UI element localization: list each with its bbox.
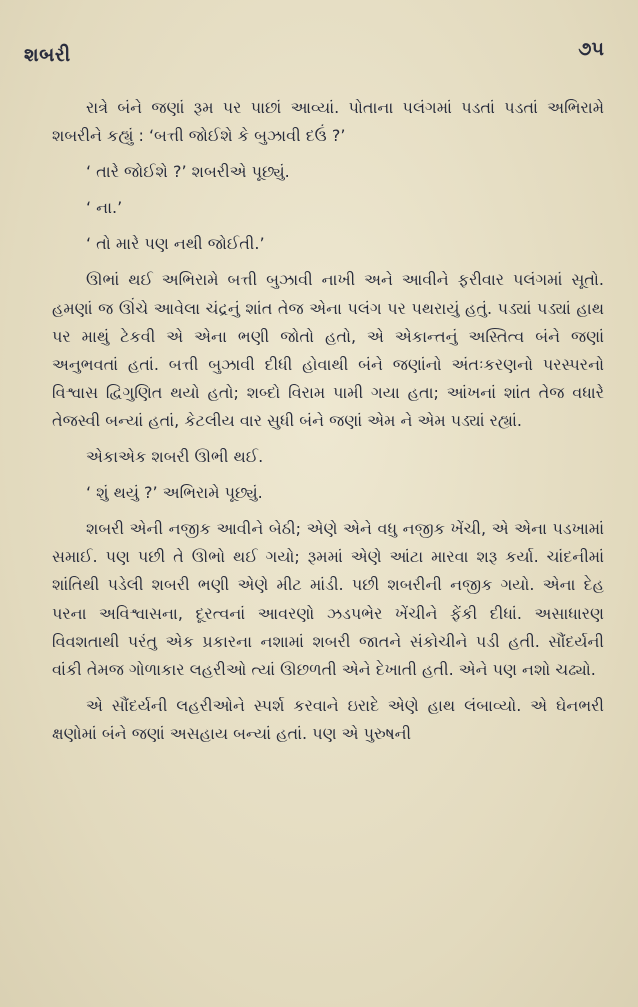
running-title: શબરી bbox=[24, 44, 71, 66]
paragraph: એકાએક શબરી ઊભી થઈ. bbox=[86, 447, 264, 467]
paragraph: ‘ તારે જોઈશે ?’ શબરીએ પૂછ્યું. bbox=[86, 162, 290, 182]
paragraph: એ સૌંદર્યની લહરીઓને સ્પર્શ કરવાને ઇરાદે એણે હાથ લંબાવ્યો. એ ઘેનભરી ક્ષણોમાં બંને જણાં અસહાય બન્યાં હતાં. પણ એ પુરુષની bbox=[52, 695, 604, 743]
paragraph: રાત્રે બંને જણાં રૂમ પર પાછાં આવ્યાં. પોતાના પલંગમાં પડતાં પડતાં અભિરામે શબરીને કહ્યું : ‘બત્તી જોઈશે કે બુઝાવી દઉં ?’ bbox=[52, 98, 604, 146]
body-text bbox=[52, 94, 604, 748]
paragraph: ઊભાં થઈ અભિરામે બત્તી બુઝાવી નાખી અને આવીને ફરીવાર પલંગમાં સૂતો. હમણાં જ ઊંચે આવેલા ચંદ્રનું શાંત તેજ એના પલંગ પર પથરાયું હતું. પડ્યાં પડ્યાં હાથ પર માથું ટેકવી એ એના ભણી જોતો હતો, એ એકાન્તનું અસ્તિત્વ બંને જણાં અનુભવતાં હતાં. બત્તી બુઝાવી દીધી હોવાથી બંને જણાંનો અંતઃકરણનો પરસ્પરનો વિશ્વાસ દ્વિગુણિત થયો હતો; શબ્દો વિરામ પામી ગયા હતા; આંખનાં શાંત તેજ વધારે તેજસ્વી બન્યાં હતાં, કેટલીય વાર સુધી બંને જણાં એમ ને એમ પડ્યાં રહ્યાં. bbox=[52, 270, 604, 430]
paragraph: શબરી એની નજીક આવીને બેઠી; એણે એને વધુ નજીક ખેંચી, એ એના પડખામાં સમાઈ. પણ પછી તે ઊભો થઈ ગયો; રૂમમાં એણે આંટા મારવા શરૂ કર્યા. ચાંદનીમાં શાંતિથી પડેલી શબરી ભણી એણે મીટ માંડી. પછી શબરીની નજીક ગયો. એના દેહ પરના અવિશ્વાસના, દૂરત્વનાં આવરણો ઝડપભેર ખેંચીને ફેંકી દીધાં. અસાધારણ વિવશતાથી પરંતુ એક પ્રકારના નશામાં શબરી જાતને સંકોચીને પડી હતી. સૌંદર્યની વાંકી તેમજ ગોળાકાર લહરીઓ ત્યાં ઊછળતી એને દેખાતી હતી. એને પણ નશો ચઢ્યો. bbox=[52, 519, 604, 679]
paragraph: ‘ ના.’ bbox=[86, 198, 123, 218]
paragraph: ‘ તો મારે પણ નથી જોઈતી.’ bbox=[86, 234, 265, 254]
paragraph: ‘ શું થયું ?’ અભિરામે પૂછ્યું. bbox=[86, 483, 263, 503]
running-head bbox=[0, 36, 638, 76]
page-number: ૭૫ bbox=[578, 38, 604, 60]
